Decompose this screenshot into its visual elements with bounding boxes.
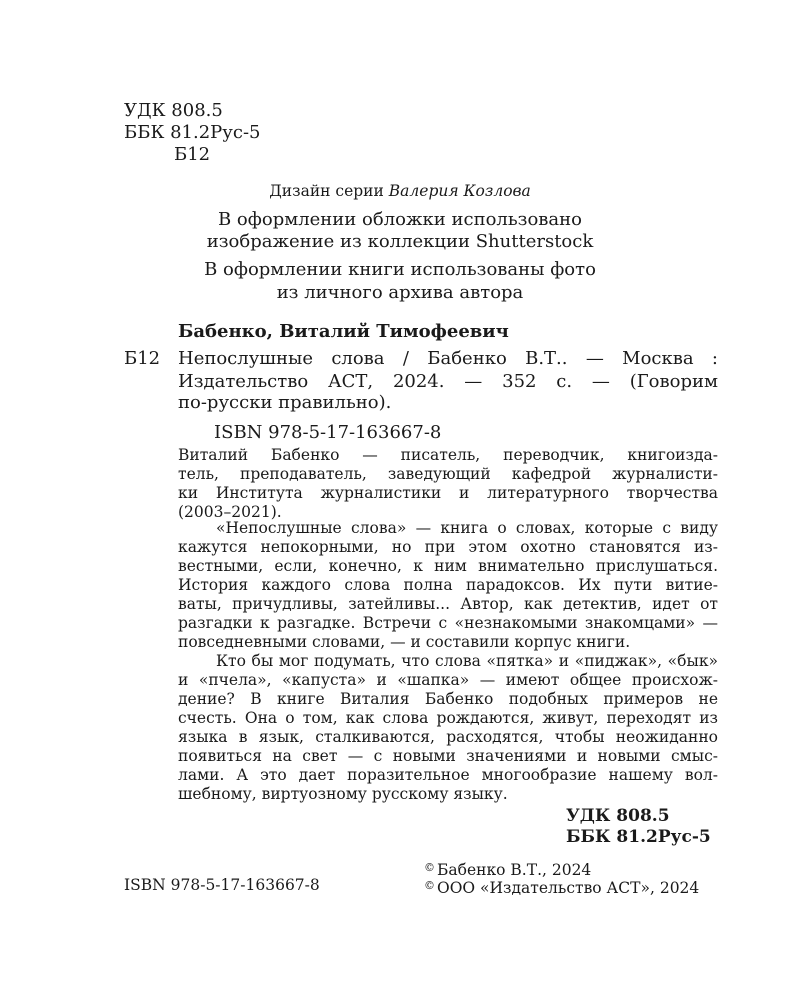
- abstract-line: и «пчела», «капуста» и «шапка» — имеют общее происхож-: [178, 671, 718, 689]
- abstract-line: появиться на свет — с новыми значениями и новыми смыс-: [178, 747, 718, 765]
- abstract-line: вестными, если, конечно, к ним внимательно прислушаться.: [178, 557, 718, 575]
- author-mark: Б12: [174, 144, 211, 165]
- bbk-code: ББК 81.2Рус-5: [124, 122, 261, 143]
- copyright-icon: ©: [424, 879, 435, 892]
- abstract-line: тель, преподаватель, заведующий кафедрой журналисти-: [178, 465, 718, 483]
- author-heading: Бабенко, Виталий Тимофеевич: [178, 321, 509, 342]
- abstract-line: шебному, виртуозному русскому языку.: [178, 785, 508, 803]
- bibliographic-record: Издательство АСТ, 2024. — 352 с. — (Говорим: [178, 371, 718, 392]
- bibliographic-record: Непослушные слова / Бабенко В.Т.. — Москва :: [178, 348, 718, 369]
- abstract-line: разгадки к разгадке. Встречи с «незнакомыми знакомцами» —: [178, 614, 718, 632]
- abstract-line: языка в язык, сталкиваются, расходятся, чтобы неожиданно: [178, 728, 718, 746]
- isbn: ISBN 978-5-17-163667-8: [124, 876, 320, 894]
- photo-note: В оформлении книги использованы фото: [204, 259, 596, 280]
- abstract-line: История каждого слова полна парадоксов. Их пути витие-: [178, 576, 718, 594]
- abstract-line: кажутся непокорными, но при этом охотно становятся из-: [178, 538, 718, 556]
- abstract-line: ваты, причудливы, затейливы... Автор, как детектив, идет от: [178, 595, 718, 613]
- series-design-credit: [0, 182, 800, 201]
- abstract-line: Кто бы мог подумать, что слова «пятка» и «пиджак», «бык»: [216, 652, 718, 670]
- abstract-line: Виталий Бабенко — писатель, переводчик, книгоизда-: [178, 446, 718, 464]
- cover-note: В оформлении обложки использовано: [217, 209, 582, 230]
- cover-note: изображение из коллекции Shutterstock: [206, 231, 594, 252]
- copyright-publisher: [424, 876, 699, 898]
- bibliographic-record: по-русски правильно).: [178, 392, 392, 413]
- abstract-line: «Непослушные слова» — книга о словах, которые с виду: [216, 519, 718, 537]
- abstract-line: ки Института журналистики и литературного творчества: [178, 484, 718, 502]
- udk-code: УДК 808.5: [124, 100, 223, 121]
- abstract-line: (2003–2021).: [178, 503, 282, 521]
- udk-code: УДК 808.5: [566, 806, 670, 826]
- abstract-line: повседневными словами, — и составили корпус книги.: [178, 633, 631, 651]
- copyright-publisher-text: ООО «Издательство АСТ», 2024: [437, 879, 700, 897]
- photo-note: из личного архива автора: [276, 282, 524, 303]
- bbk-code: ББК 81.2Рус-5: [566, 827, 711, 847]
- copyright-icon: ©: [424, 861, 435, 874]
- series-design-label: Дизайн серии: [269, 182, 384, 200]
- abstract-line: счесть. Она о том, как слова рождаются, живут, переходят из: [178, 709, 718, 727]
- abstract-line: дение? В книге Виталия Бабенко подобных примеров не: [178, 690, 718, 708]
- copyright-author-text: Бабенко В.Т., 2024: [437, 861, 592, 879]
- abstract-line: лами. А это дает поразительное многообразие нашему вол-: [178, 766, 718, 784]
- series-designer-name: Валерия Козлова: [388, 182, 531, 200]
- author-mark: Б12: [124, 348, 161, 369]
- isbn: ISBN 978-5-17-163667-8: [214, 422, 442, 443]
